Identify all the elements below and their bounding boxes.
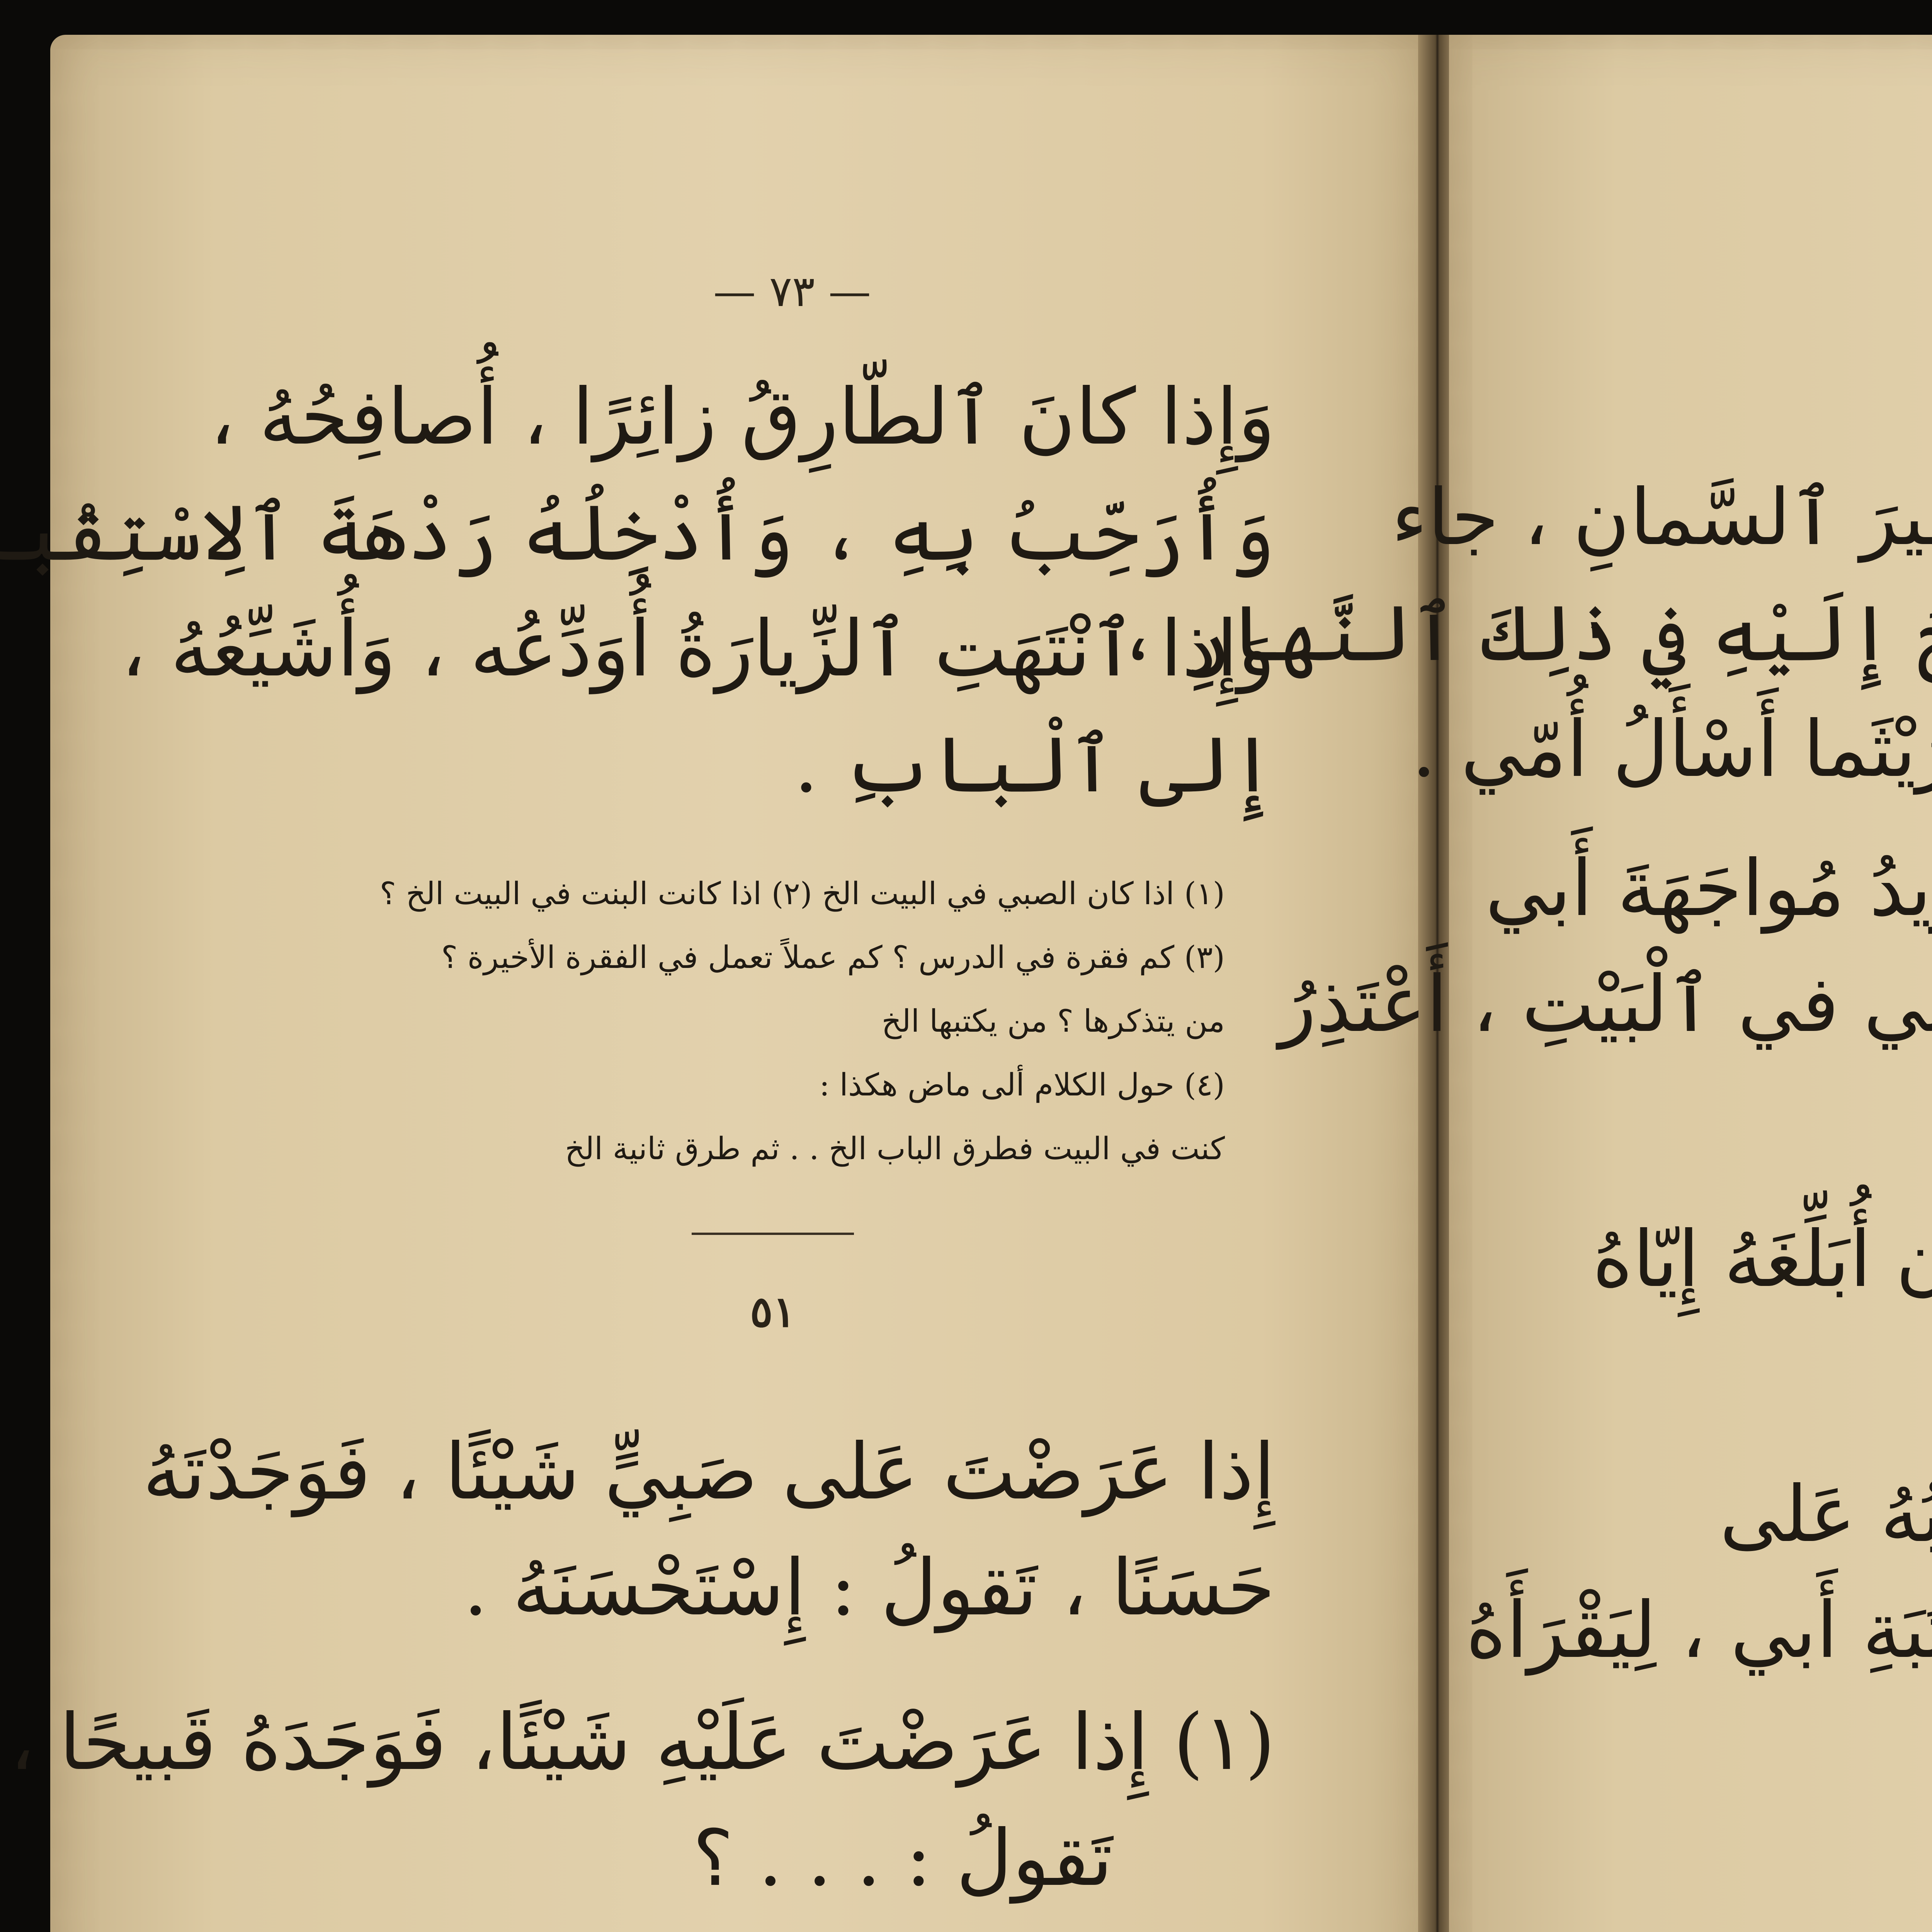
left-line-2: وَأُرَحِّبُ بِهِ ، وَأُدْخِلُهُ رَدْهَةَ ٱلِاسْتِقْبالِ .: [317, 475, 1275, 591]
exercise-line-2: حَسَنًا ، تَقولُ : إِسْتَحْسَنَهُ .: [317, 1530, 1275, 1646]
left-line-4: إِلى ٱلْبابِ .: [317, 707, 1275, 823]
right-line-3: يْثَما أَسْأَلُ أُمّي .: [1604, 692, 1932, 808]
footnote-1: (١) اذا كان الصبي في البيت الخ (٢) اذا كانت البنت في البيت الخ ؟: [348, 862, 1225, 925]
footnote-5: كنت في البيت فطرق الباب الخ . . ثم طرق ثانية الخ: [348, 1117, 1225, 1180]
left-page-number: — ٧٣ —: [696, 267, 889, 316]
exercise-line-3: (١) إِذا عَرَضْتَ عَلَيْهِ شَيْئًا، فَوَجَدَهُ قَبيحًا ،: [317, 1685, 1275, 1801]
exercise-number: ٥١: [734, 1287, 811, 1337]
right-line-1: يرَ ٱلسَّمانِ ، جاء: [1604, 460, 1932, 576]
right-line-10: بَةِ أَبي ، لِيَقْرَأَهُ: [1604, 1573, 1932, 1689]
right-line-2: إِلَيْهِ في ذٰلِكَ ٱلنَّهارِ ،: [1604, 576, 1932, 692]
footnote-3: من يتذكرها ؟ من يكتبها الخ: [348, 989, 1225, 1053]
exercise-line-4: تَقولُ : . . . ؟: [317, 1801, 1275, 1917]
left-line-3: وَإِذا ٱنْتَهَتِ ٱلزِّيارَةُ أُوَدِّعُه ، وَأُشَيِّعُهُ ،: [317, 591, 1275, 707]
footnote-4: (٤) حول الكلام ألى ماض هكذا :: [348, 1053, 1225, 1117]
right-line-4: يدُ مُواجَهَةَ أَبي: [1604, 831, 1932, 947]
right-line-7: ن أُبَلِّغَهُ إِيّاهُ: [1604, 1202, 1932, 1318]
right-line-5: ي في ٱلْبَيْتِ ، أَعْتَذِرُ: [1604, 947, 1932, 1063]
footnote-2: (٣) كم فقرة في الدرس ؟ كم عملاً تعمل في الفقرة الأخيرة ؟: [348, 925, 1225, 989]
left-line-1: وَإِذا كانَ ٱلطّارِقُ زائِرًا ، أُصافِحُهُ ،: [317, 359, 1275, 475]
exercise-line-1: إِذا عَرَضْتَ عَلى صَبِيٍّ شَيْئًا ، فَوَجَدْتَهُ: [317, 1414, 1275, 1530]
right-line-9: هُ عَلى: [1604, 1457, 1932, 1573]
